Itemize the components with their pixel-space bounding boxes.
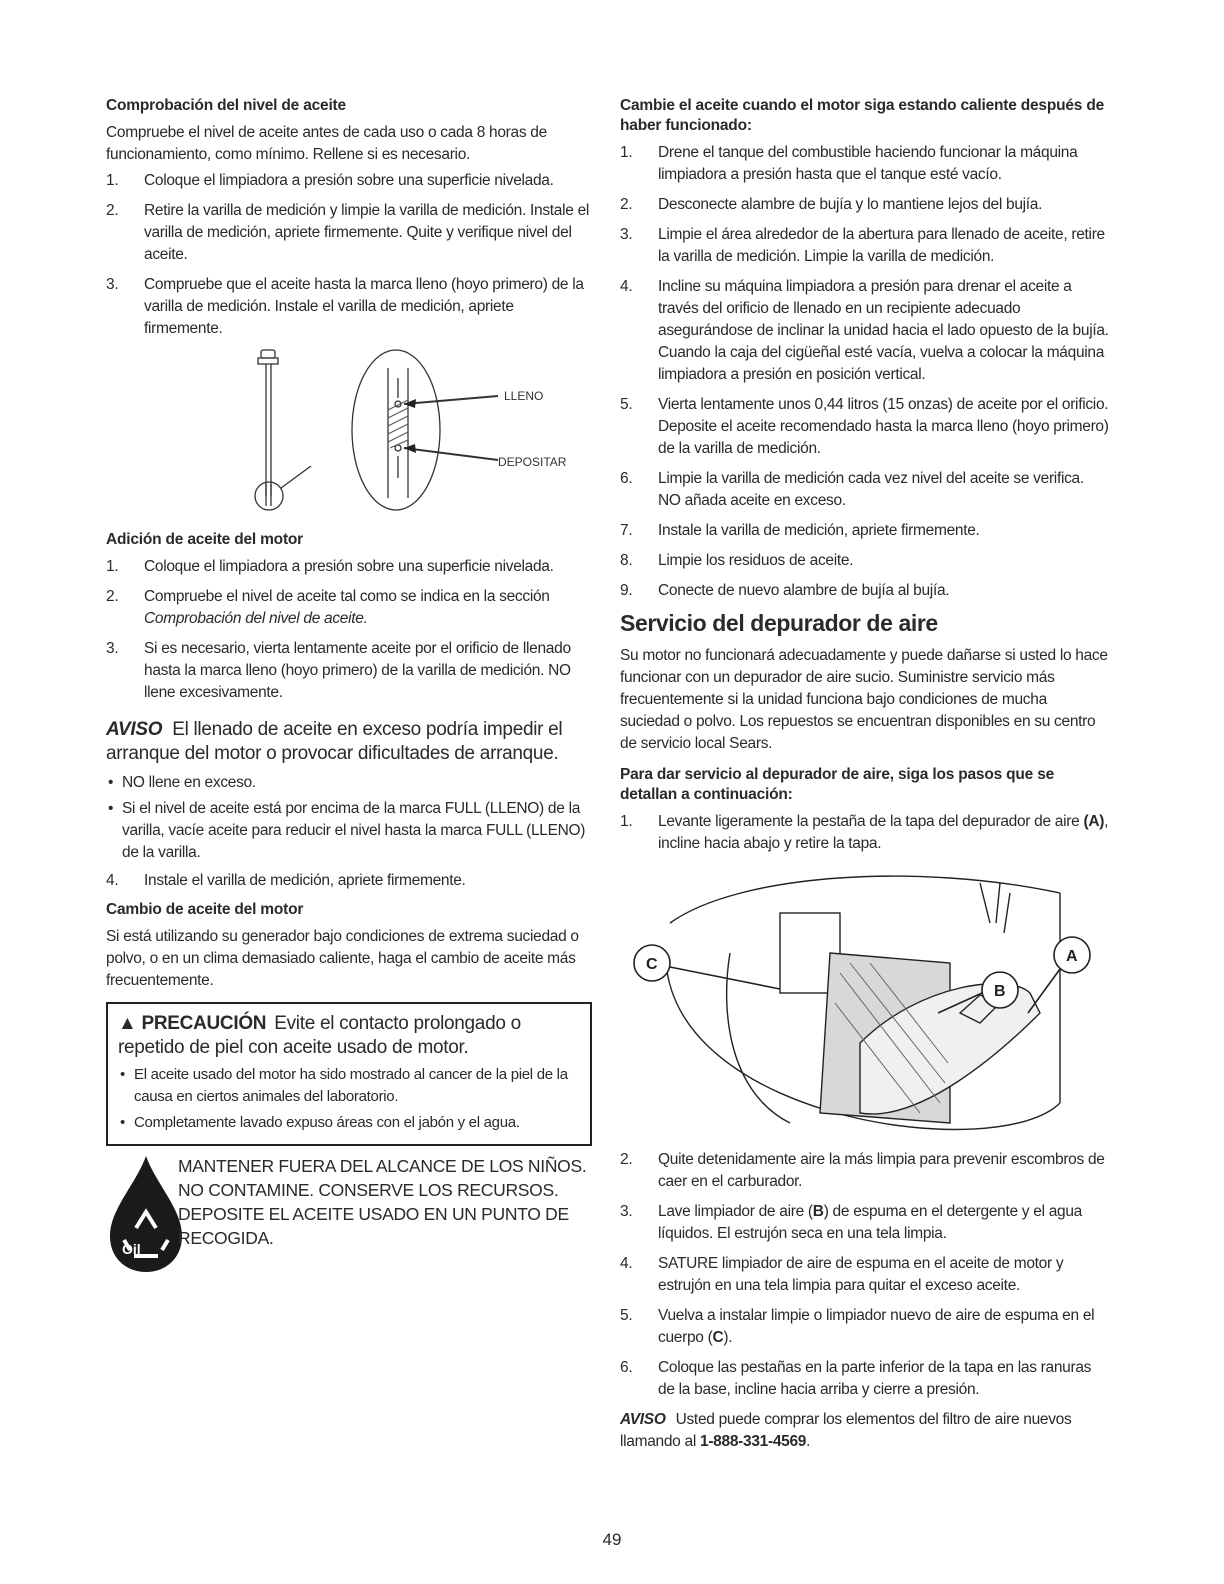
list-item: 9. Conecte de nuevo alambre de bujía al bujía. (620, 582, 950, 599)
notice-label: AVISO (620, 1411, 666, 1428)
left-column (106, 96, 594, 1274)
caution-box: ▲ PRECAUCIÓN Evite el contacto prolongado o repetido de piel con aceite usado de motor. • El aceite usado del motor ha sido mostrado al cancer de la piel de la causa en ciertos animales del laboratorio. • Completamente lavado expuso áreas con el jabón y el agua. (106, 1002, 592, 1146)
list-item: • El aceite usado del motor ha sido mostrado al cancer de la piel de la causa en ciertos animales del laboratorio. (118, 1064, 580, 1108)
air-cleaner-figure (620, 863, 1110, 1145)
add-oil-heading: Adición de aceite del motor (106, 531, 304, 548)
add-mark-label: DEPOSITAR (498, 455, 567, 469)
svg-text:Oil: Oil (122, 1241, 141, 1257)
dipstick-figure (106, 348, 594, 528)
list-item: 3. Compruebe que el aceite hasta la marca lleno (hoyo primero) de la varilla de medición. Instale el varilla de medición, apriete firmemente. (106, 276, 584, 337)
recycle-text: MANTENER FUERA DEL ALCANCE DE LOS NIÑOS. NO CONTAMINE. CONSERVE LOS RECURSOS. DEPOSITE EL ACEITE USADO EN UN PUNTO DE RECOGIDA. (178, 1156, 587, 1248)
change-oil-text: Si está utilizando su generador bajo condiciones de extrema suciedad o polvo, o en un clima demasiado caliente, haga el cambio de aceite más frecuentemente. (106, 928, 579, 989)
list-item: 2. Desconecte alambre de bujía y lo mantiene lejos del bujía. (620, 196, 1043, 213)
overfill-bullets (106, 772, 594, 864)
caution-label: ▲ PRECAUCIÓN (118, 1013, 267, 1034)
list-item: • NO llene en exceso. (106, 772, 594, 794)
air-cleaner-heading: Para dar servicio al depurador de aire, siga los pasos que se detallan a continuación: (620, 766, 1055, 803)
callout-a: A (1066, 948, 1078, 965)
page-number: 49 (602, 1530, 622, 1549)
list-item: 8. Limpie los residuos de aceite. (620, 552, 854, 569)
list-item: 1. Levante ligeramente la pestaña de la tapa del depurador de aire (A), incline hacia abajo y retire la tapa. (620, 813, 1109, 852)
notice-label: AVISO (106, 719, 163, 740)
list-item: 5. Vuelva a instalar limpie o limpiador nuevo de aire de espuma en el cuerpo (C). (620, 1307, 1095, 1346)
list-item: 3. Lave limpiador de aire (B) de espuma en el detergente y el agua líquidos. El estrujón seca en una tela limpia. (620, 1203, 1083, 1242)
full-mark-label: LLENO (504, 389, 544, 403)
caution-bullets (118, 1064, 580, 1134)
list-item: 2. Retire la varilla de medición y limpie la varilla de medición. Instale el varilla de medición, apriete firmemente. Quite y verifique nivel del aceite. (106, 202, 590, 263)
list-item: 5. Vierta lentamente unos 0,44 litros (15 onzas) de aceite por el orificio. Deposite el aceite recomendado hasta la marca lleno (hoyo primero) de la varilla de medición. (620, 396, 1109, 457)
air-cleaner-intro: Su motor no funcionará adecuadamente y puede dañarse si usted lo hace funcionar con un depurador de aire sucio. Suministre servicio más frecuentemente si la unidad funciona bajo condiciones de mucha suciedad o polvo. Los repuestos se encuentran disponibles en su centro de servicio local Sears. (620, 647, 1108, 752)
list-item: 1. Coloque el limpiadora a presión sobre una superficie nivelada. (106, 558, 554, 575)
list-item: 4. Incline su máquina limpiadora a presión para drenar el aceite a través del orificio de llenado en un recipiente adecuado asegurándose de inclinar la unidad hacia el lado opuesto de la bujía. Cuando la caja del cigüeñal esté vacía, vuelva a colocar la máquina limpiadora a presión en posición vertical. (620, 278, 1109, 383)
list-item: 1. Coloque el limpiadora a presión sobre una superficie nivelada. (106, 172, 554, 189)
check-oil-intro: Compruebe el nivel de aceite antes de cada uso o cada 8 horas de funcionamiento, como mínimo. Rellene si es necesario. (106, 124, 547, 163)
callout-b: B (994, 983, 1006, 1000)
warning-triangle-icon: ▲ (118, 1013, 137, 1034)
air-step-1 (620, 811, 1110, 855)
list-item: 6. Coloque las pestañas en la parte inferior de la tapa en las ranuras de la base, incline hacia arriba y cierre a presión. (620, 1359, 1092, 1398)
overfill-step (106, 870, 594, 892)
list-item: 6. Limpie la varilla de medición cada vez nivel del aceite se verifica. NO añada aceite en exceso. (620, 470, 1084, 509)
check-oil-heading: Comprobación del nivel de aceite (106, 97, 346, 114)
phone-number: 1-888-331-4569 (700, 1433, 807, 1450)
hot-oil-heading: Cambie el aceite cuando el motor siga estando caliente después de haber funcionado: (620, 97, 1105, 134)
change-oil-heading: Cambio de aceite del motor (106, 901, 304, 918)
filter-order-notice: AVISO Usted puede comprar los elementos del filtro de aire nuevos llamando al 1-888-331-4569. (620, 1411, 1072, 1450)
list-item: 1. Drene el tanque del combustible haciendo funcionar la máquina limpiadora a presión hasta que el tanque esté vacío. (620, 144, 1078, 183)
list-item: 2. Compruebe el nivel de aceite tal como se indica en la sección Comprobación del nivel de aceite. (106, 588, 550, 627)
right-column (620, 96, 1110, 1453)
list-item: 7. Instale la varilla de medición, apriete firmemente. (620, 522, 980, 539)
list-item: • Completamente lavado expuso áreas con el jabón y el agua. (118, 1112, 580, 1134)
callout-c: C (646, 956, 658, 973)
list-item: • Si el nivel de aceite está por encima de la marca FULL (LLENO) de la varilla, vacíe aceite para reducir el nivel hasta la marca FULL (LLENO) de la varilla. (106, 798, 594, 864)
oil-recycle-icon (106, 1154, 186, 1274)
list-item: 4. SATURE limpiador de aire de espuma en el aceite de motor y estrujón en una tela limpia para quitar el exceso aceite. (620, 1255, 1064, 1294)
recycle-notice (106, 1154, 594, 1274)
list-item: 3. Si es necesario, vierta lentamente aceite por el orificio de llenado hasta la marca lleno (hoyo primero) de la varilla de medición. NO llene excesivamente. (106, 640, 571, 701)
list-item: 2. Quite detenidamente aire la más limpia para prevenir escombros de caer en el carburador. (620, 1151, 1105, 1190)
check-oil-steps (106, 170, 594, 340)
hot-oil-steps (620, 142, 1110, 602)
air-cleaner-steps (620, 1149, 1110, 1401)
list-item: 4. Instale el varilla de medición, apriete firmemente. (106, 872, 466, 889)
add-oil-steps (106, 556, 594, 704)
list-item: 3. Limpie el área alrededor de la abertura para llenado de aceite, retire la varilla de medición. Limpie la varilla de medición. (620, 226, 1105, 265)
air-cleaner-title: Servicio del depurador de aire (620, 610, 938, 636)
overfill-notice: AVISO El llenado de aceite en exceso podría impedir el arranque del motor o provocar dificultades de arranque. (106, 719, 563, 764)
